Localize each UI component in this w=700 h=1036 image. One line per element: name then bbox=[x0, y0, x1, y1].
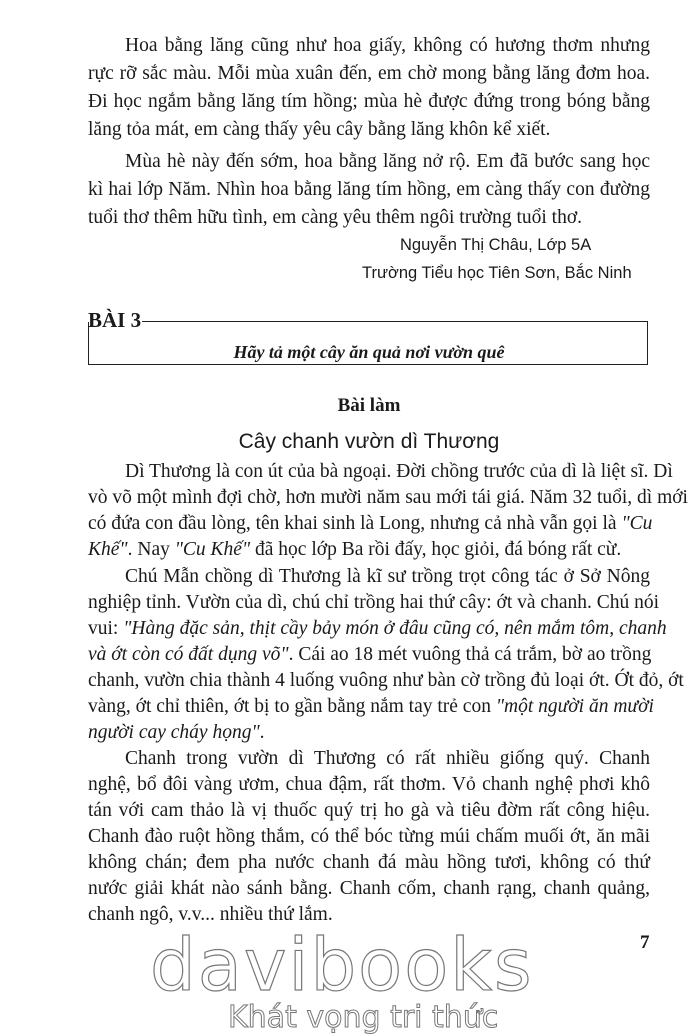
text-run: "Cu bbox=[621, 513, 653, 534]
text-line bbox=[88, 826, 650, 848]
text-line: kì hai lớp Năm. Nhìn hoa bằng lăng tím hồng, em càng thấy con đường bbox=[88, 179, 650, 200]
lesson-label: BÀI 3 bbox=[88, 308, 142, 332]
text-run: không chán; đem pha nước chanh đá màu hồng tươi, không có thứ bbox=[88, 852, 650, 873]
text-run: nghiệp tỉnh. Vườn của dì, chú chỉ trồng hai thứ cây: ớt và chanh. Chú nói bbox=[88, 592, 660, 613]
text-run: vò võ một mình đợi chờ, hơn mười năm sau mới tái giá. Năm 32 tuổi, dì mới bbox=[88, 487, 688, 508]
text-run: Khế" bbox=[88, 539, 128, 560]
text-run: có đứa con đầu lòng, tên khai sinh là Long, nhưng cả nhà vẫn gọi là bbox=[88, 513, 622, 534]
text-line bbox=[88, 696, 654, 718]
text-run: Dì Thương là con út của bà ngoại. Đời chồng trước của dì là liệt sĩ. Dì bbox=[125, 461, 673, 482]
text-run: . bbox=[259, 722, 265, 743]
text-line bbox=[88, 618, 667, 640]
text-line bbox=[88, 644, 650, 666]
text-run: Chanh đào ruột hồng thắm, có thể bóc từng múi chấm muối ớt, ăn mãi bbox=[88, 826, 650, 847]
text-line bbox=[88, 539, 650, 561]
text-line bbox=[88, 722, 650, 744]
text-line: tuổi thơ thêm hữu tình, em càng yêu thêm ngôi trường tuổi thơ. bbox=[88, 207, 583, 228]
watermark-slogan: Khát vọng tri thức bbox=[228, 1000, 499, 1035]
watermark-brand: davibooks bbox=[150, 923, 534, 1007]
text-run: người cay cháy họng" bbox=[88, 722, 260, 743]
text-line bbox=[88, 487, 688, 509]
text-line: rực rỡ sắc màu. Mỗi mùa xuân đến, em chờ mong bằng lăng đơm hoa. bbox=[88, 63, 650, 84]
text-line bbox=[125, 748, 650, 770]
text-run: tán với cam thảo là vị thuốc quý trị ho gà và tiêu đờm rất công hiệu. bbox=[88, 800, 650, 821]
text-run: "Hàng đặc sản, thịt cầy bảy món ở đâu cũng có, nên mắm tôm, chanh bbox=[123, 618, 667, 639]
lesson-prompt: Hãy tả một cây ăn quả nơi vườn quê bbox=[233, 342, 505, 362]
text-line: Mùa hè này đến sớm, hoa bằng lăng nở rộ. Em đã bước sang học bbox=[125, 151, 650, 172]
signature-school: Trường Tiểu học Tiên Sơn, Bắc Ninh bbox=[362, 264, 632, 282]
text-line: Đi học ngắm bằng lăng tím hồng; mùa hè được đứng trong bóng bằng bbox=[88, 91, 650, 112]
text-run: . Cái ao 18 mét vuông thả cá trắm, bờ ao trồng bbox=[288, 644, 652, 665]
text-line bbox=[88, 670, 684, 692]
text-line bbox=[88, 878, 650, 900]
text-line bbox=[88, 592, 660, 614]
essay-title: Cây chanh vườn dì Thương bbox=[238, 430, 500, 453]
text-run: và ớt còn có đất dụng võ" bbox=[88, 644, 289, 665]
text-line: lăng tỏa mát, em càng thấy yêu cây bằng lăng khôn kể xiết. bbox=[88, 119, 551, 140]
text-line bbox=[88, 800, 650, 822]
text-line bbox=[125, 566, 650, 588]
answer-label: Bài làm bbox=[337, 395, 401, 416]
text-run: vui: bbox=[88, 618, 124, 639]
text-run: vàng, ớt chỉ thiên, ớt bị to gần bằng nắm tay trẻ con bbox=[88, 696, 496, 717]
text-run: nghệ, bổ đôi vàng ươm, chua đậm, rất thơm. Vỏ chanh nghệ phơi khô bbox=[88, 774, 650, 795]
text-run: Chú Mẫn chồng dì Thương là kĩ sư trồng trọt công tác ở Sở Nông bbox=[125, 566, 650, 587]
text-line bbox=[125, 461, 673, 483]
text-run: chanh ngô, v.v... nhiều thứ lắm. bbox=[88, 904, 333, 925]
text-run: nước giải khát nào sánh bằng. Chanh cốm, chanh rạng, chanh quảng, bbox=[88, 878, 650, 899]
text-line: Hoa bằng lăng cũng như hoa giấy, không có hương thơm nhưng bbox=[125, 35, 650, 56]
text-run: đã học lớp Ba rồi đấy, học giỏi, đá bóng rất cừ. bbox=[250, 539, 622, 560]
text-line bbox=[88, 852, 650, 874]
page-number: 7 bbox=[640, 932, 650, 953]
text-run: "một người ăn mười bbox=[495, 696, 654, 717]
signature-author: Nguyễn Thị Châu, Lớp 5A bbox=[400, 236, 592, 254]
text-run: chanh, vườn chia thành 4 luống vuông như bàn cờ trồng đủ loại ớt. Ớt đỏ, ớt bbox=[88, 670, 684, 691]
text-line bbox=[88, 513, 653, 535]
text-run: "Cu Khế" bbox=[174, 539, 251, 560]
text-run: . Nay bbox=[127, 539, 175, 560]
text-run: Chanh trong vườn dì Thương có rất nhiều giống quý. Chanh bbox=[125, 748, 650, 769]
text-line bbox=[88, 774, 650, 796]
